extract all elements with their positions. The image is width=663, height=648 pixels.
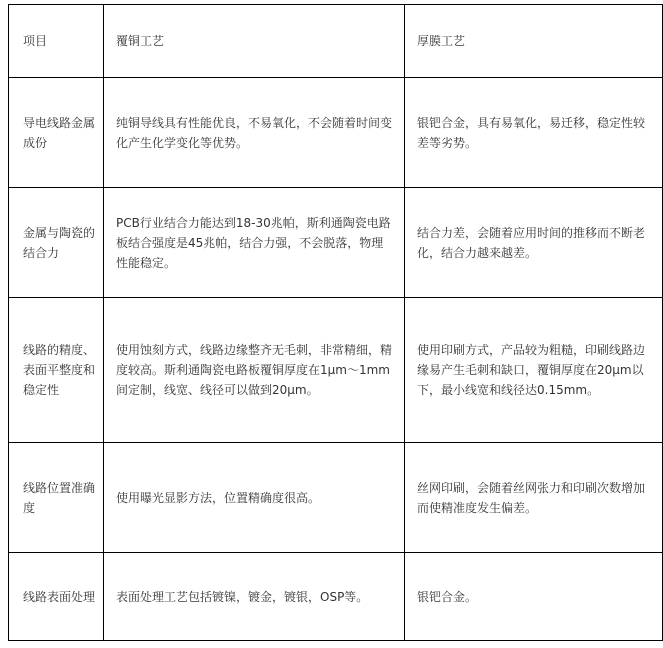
row-copper-cell: 表面处理工艺包括镀镍，镀金，镀银，OSP等。 [104,553,405,641]
row-copper-cell: 使用曝光显影方法，位置精确度很高。 [104,443,405,553]
comparison-table-container [8,4,646,640]
row-thick-film-cell: 银钯合金。 [405,553,663,641]
row-copper-cell: PCB行业结合力能达到18-30兆帕，斯利通陶瓷电路板结合强度是45兆帕，结合力强，不会脱落，物理性能稳定。 [104,188,405,298]
row-copper-cell: 使用蚀刻方式，线路边缘整齐无毛刺，非常精细，精度较高。斯利通陶瓷电路板覆铜厚度在1μm～1mm间定制，线宽、线径可以做到20μm。 [104,298,405,443]
row-item-label: 金属与陶瓷的结合力 [9,188,104,298]
row-item-label: 线路位置准确度 [9,443,104,553]
row-item-label: 线路的精度、表面平整度和稳定性 [9,298,104,443]
row-thick-film-cell: 使用印刷方式，产品较为粗糙，印刷线路边缘易产生毛刺和缺口，覆铜厚度在20μm以下，最小线宽和线径达0.15mm。 [405,298,663,443]
header-copper-process: 覆铜工艺 [104,5,405,78]
table-row [9,188,663,298]
process-comparison-table [8,4,663,641]
row-thick-film-cell: 结合力差，会随着应用时间的推移而不断老化，结合力越来越差。 [405,188,663,298]
table-row [9,298,663,443]
table-row [9,553,663,641]
row-thick-film-cell: 丝网印刷，会随着丝网张力和印刷次数增加而使精准度发生偏差。 [405,443,663,553]
header-item: 项目 [9,5,104,78]
row-thick-film-cell: 银钯合金，具有易氧化，易迁移，稳定性较差等劣势。 [405,78,663,188]
row-item-label: 导电线路金属成份 [9,78,104,188]
row-item-label: 线路表面处理 [9,553,104,641]
header-thick-film-process: 厚膜工艺 [405,5,663,78]
table-row [9,443,663,553]
table-row [9,78,663,188]
table-header-row [9,5,663,78]
row-copper-cell: 纯铜导线具有性能优良，不易氧化，不会随着时间变化产生化学变化等优势。 [104,78,405,188]
